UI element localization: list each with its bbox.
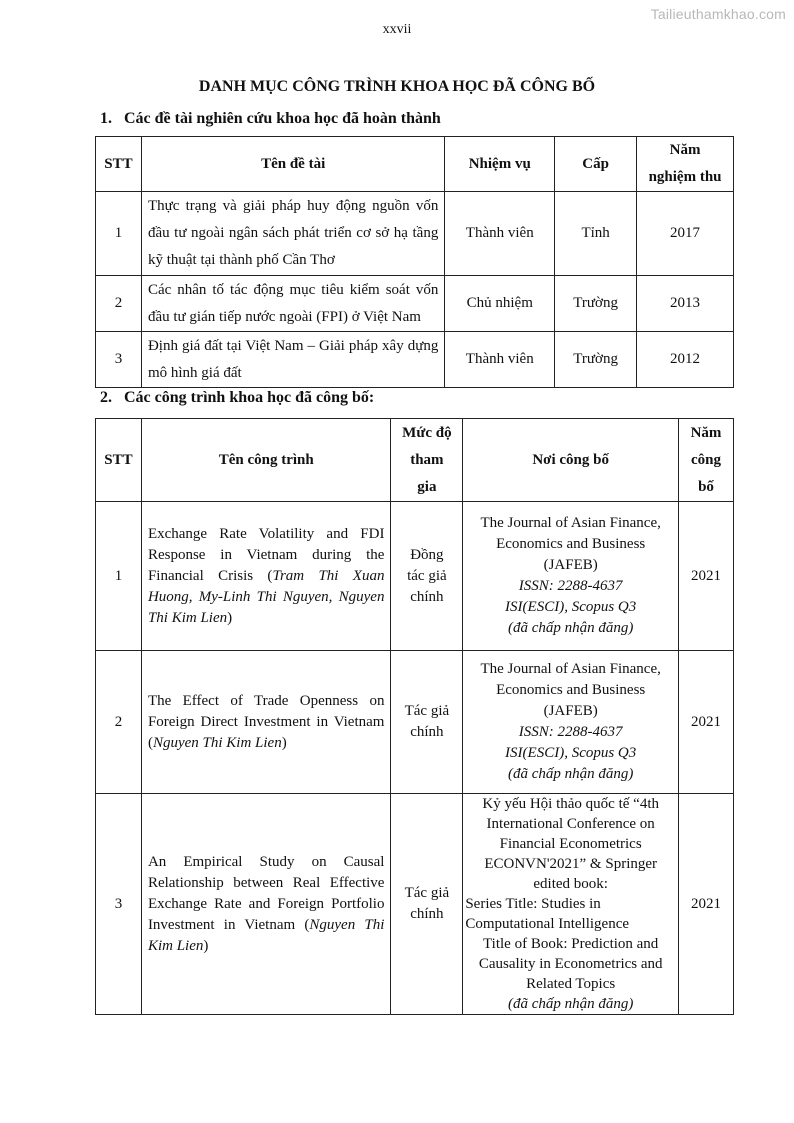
cell-stt: 3 <box>96 332 142 388</box>
section-2-heading <box>100 389 374 407</box>
publications-table <box>95 418 734 1015</box>
cell-level: Trường <box>555 332 637 388</box>
cell-stt: 2 <box>96 651 142 794</box>
header-year: Năm công bố <box>679 419 734 502</box>
table-row <box>96 502 734 651</box>
cell-venue: The Journal of Asian Finance, Economics and Business (JAFEB) ISSN: 2288-4637 ISI(ESCI), Scopus Q3 (đã chấp nhận đăng) <box>463 651 679 794</box>
cell-stt: 3 <box>96 794 142 1015</box>
cell-publication: The Effect of Trade Openness on Foreign Direct Investment in Vietnam (Nguyen Thi Kim Lien) <box>141 651 391 794</box>
cell-stt: 1 <box>96 502 142 651</box>
section-1-number: 1. <box>100 110 112 127</box>
cell-stt: 1 <box>96 192 142 276</box>
header-stt: STT <box>96 419 142 502</box>
header-project-name: Tên đề tài <box>141 137 444 192</box>
cell-level: Tỉnh <box>555 192 637 276</box>
table-row <box>96 332 734 388</box>
research-projects-table <box>95 136 734 388</box>
section-1-title: Các đề tài nghiên cứu khoa học đã hoàn thành <box>124 110 441 127</box>
cell-year: 2012 <box>637 332 734 388</box>
cell-venue <box>463 794 679 1015</box>
table-row <box>96 276 734 332</box>
venue-status: (đã chấp nhận đăng) <box>507 996 634 1012</box>
authors: Nguyen Thi Kim Lien <box>147 916 385 954</box>
cell-role: Thành viên <box>445 192 555 276</box>
cell-year: 2021 <box>679 794 734 1015</box>
cell-project-name: Các nhân tố tác động mục tiêu kiểm soát vốn đầu tư gián tiếp nước ngoài (FPI) ở Việt Nam <box>141 276 444 332</box>
header-level: Cấp <box>555 137 637 192</box>
cell-project-name: Định giá đất tại Việt Nam – Giải pháp xây dựng mô hình giá đất <box>141 332 444 388</box>
header-stt: STT <box>96 137 142 192</box>
table-row <box>96 651 734 794</box>
cell-year: 2017 <box>637 192 734 276</box>
header-participation: Mức độ tham gia <box>391 419 463 502</box>
cell-publication: An Empirical Study on Causal Relationship between Real Effective Exchange Rate and Foreign Portfolio Investment in Vietnam (Nguyen Thi Kim Lien) <box>141 794 391 1015</box>
cell-level: Trường <box>555 276 637 332</box>
section-2-title: Các công trình khoa học đã công bố: <box>124 389 375 406</box>
cell-role: Chủ nhiệm <box>445 276 555 332</box>
cell-publication: Exchange Rate Volatility and FDI Response in Vietnam during the Financial Crisis (Tram Thi Xuan Huong, My-Linh Thi Nguyen, Nguyen Thi Kim Lien) <box>141 502 391 651</box>
cell-project-name: Thực trạng và giải pháp huy động nguồn vốn đầu tư ngoài ngân sách phát triển cơ sở hạ tầng kỹ thuật tại thành phố Cần Thơ <box>141 192 444 276</box>
cell-year: 2021 <box>679 651 734 794</box>
table-row <box>96 794 734 1015</box>
cell-role: Thành viên <box>445 332 555 388</box>
table-row <box>96 192 734 276</box>
page-title: DANH MỤC CÔNG TRÌNH KHOA HỌC ĐÃ CÔNG BỐ <box>198 78 596 95</box>
cell-year: 2013 <box>637 276 734 332</box>
authors: Tram Thi Xuan Huong, My-Linh Thi Nguyen, Nguyen Thi Kim Lien <box>147 567 385 626</box>
cell-year: 2021 <box>679 502 734 651</box>
watermark: Tailieuthamkhao.com <box>650 6 786 22</box>
header-publication-name: Tên công trình <box>141 419 391 502</box>
venue-book-title: Title of Book: Prediction and Causality in Econometrics and Related Topics <box>478 936 663 992</box>
venue-series: Series Title: Studies in Computational Intelligence <box>465 896 630 932</box>
header-venue: Nơi công bố <box>463 419 679 502</box>
cell-stt: 2 <box>96 276 142 332</box>
table-header-row <box>96 419 734 502</box>
section-2-number: 2. <box>100 389 112 406</box>
cell-participation: Tác giả chính <box>391 651 463 794</box>
header-role: Nhiệm vụ <box>445 137 555 192</box>
section-1-heading <box>100 110 441 128</box>
cell-participation: Tác giả chính <box>391 794 463 1015</box>
table-header-row <box>96 137 734 192</box>
page-number: xxvii <box>382 22 412 37</box>
cell-participation: Đồng tác giả chính <box>391 502 463 651</box>
header-year: Năm nghiệm thu <box>637 137 734 192</box>
authors: Nguyen Thi Kim Lien <box>152 734 282 751</box>
venue-proceedings: Kỷ yếu Hội thảo quốc tế “4th International Conference on Financial Econometrics ECONVN'2021” & Springer edited book: <box>482 796 659 892</box>
cell-venue: The Journal of Asian Finance, Economics and Business (JAFEB) ISSN: 2288-4637 ISI(ESCI), Scopus Q3 (đã chấp nhận đăng) <box>463 502 679 651</box>
